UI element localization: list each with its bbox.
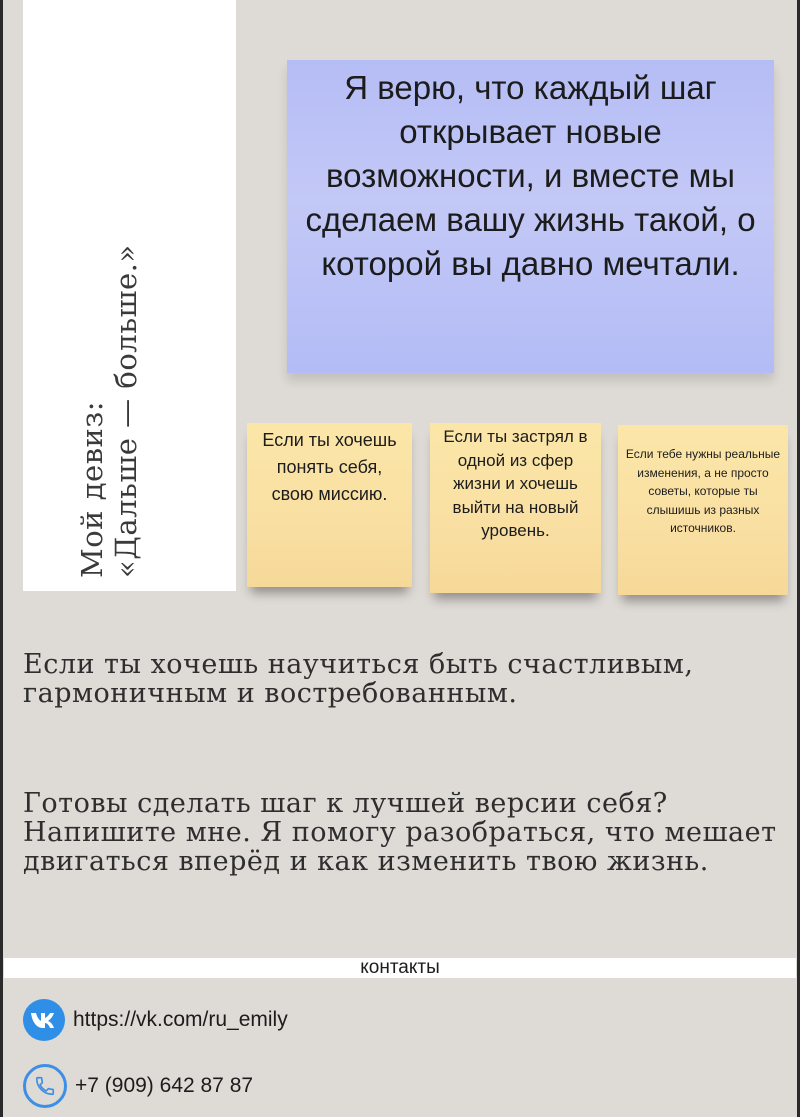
quote-text: Я верю, что каждый шаг открывает новые возможности, и вместе мы сделаем вашу жизнь такой, о которой вы давно мечтали. — [305, 69, 756, 282]
vk-icon — [23, 999, 65, 1041]
vk-link[interactable]: https://vk.com/ru_emily — [73, 1008, 288, 1031]
motto-line-2: «Дальше — больше.» — [109, 244, 143, 578]
sticky-note-text: Если ты застрял в одной из сфер жизни и хочешь выйти на новый уровень. — [443, 427, 588, 540]
call-to-action-paragraph: Готовы сделать шаг к лучшей версии себя? Напишите мне. Я помогу разобраться, что мешает двигаться вперёд и как изменить твою жизнь. — [23, 788, 777, 877]
quote-card — [287, 60, 774, 373]
contacts-heading: контакты — [4, 958, 796, 978]
sticky-note-2 — [430, 423, 601, 593]
sticky-note-3 — [618, 425, 788, 595]
vk-contact[interactable] — [23, 999, 288, 1041]
phone-icon — [23, 1064, 67, 1108]
sticky-note-text: Если ты хочешь понять себя, свою миссию. — [262, 430, 397, 504]
phone-number[interactable]: +7 (909) 642 87 87 — [75, 1074, 254, 1097]
sticky-note-1 — [247, 423, 412, 587]
intro-paragraph: Если ты хочешь научиться быть счастливым, гармоничным и востребованным. — [23, 649, 694, 709]
frame-edge-left — [0, 0, 3, 1117]
sticky-note-text: Если тебе нужны реальные изменения, а не просто советы, которые ты слышишь из разных источников. — [625, 447, 781, 535]
motto-line-1: Мой девиз: — [75, 401, 109, 578]
phone-contact[interactable] — [23, 1064, 253, 1108]
motto — [75, 178, 143, 578]
